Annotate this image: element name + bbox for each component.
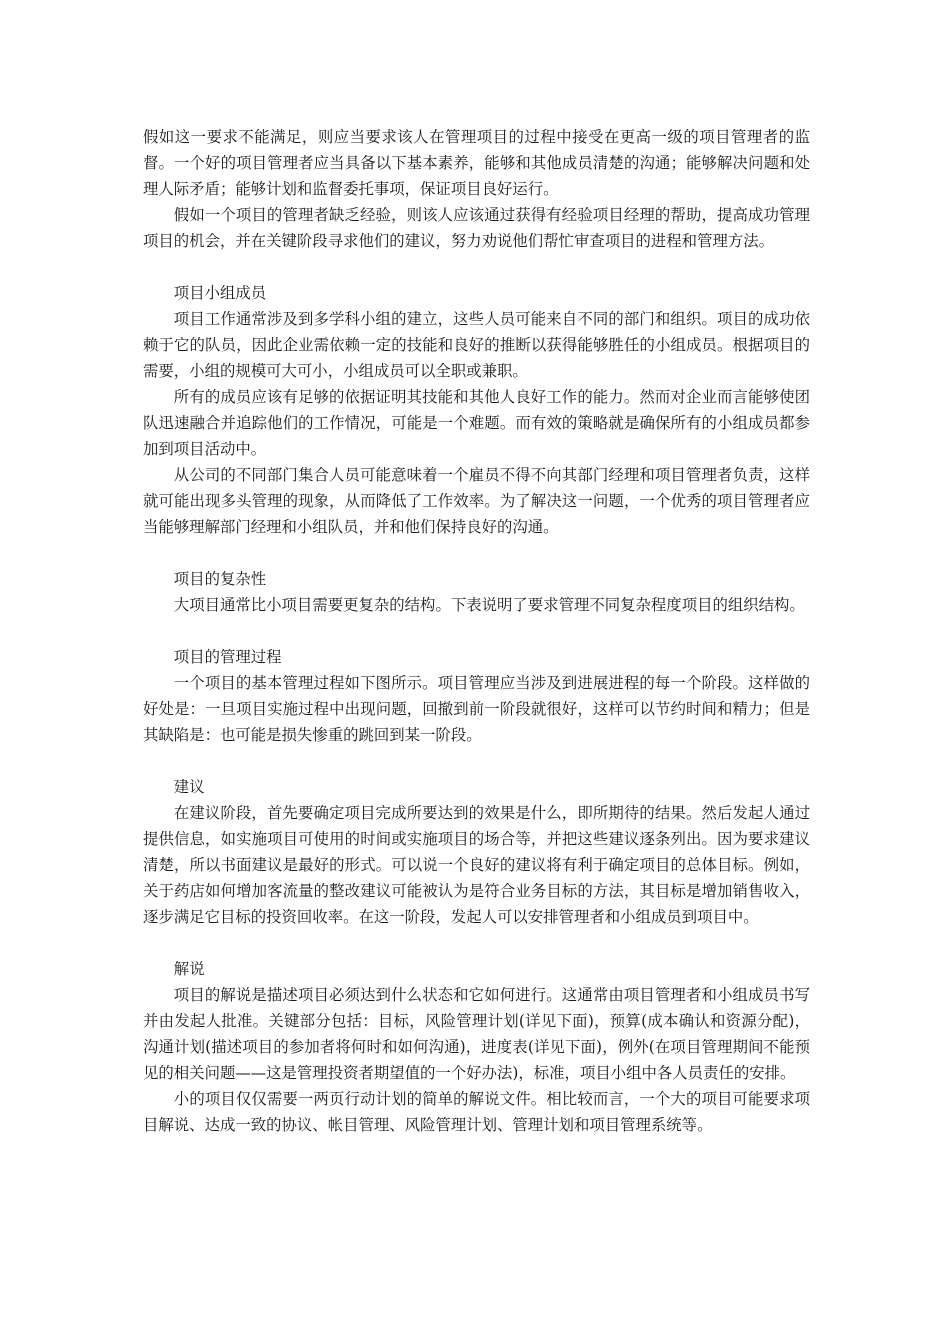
paragraph-complexity: 大项目通常比小项目需要更复杂的结构。下表说明了要求管理不同复杂程度项目的组织结构。	[173, 596, 805, 614]
paragraph-supervision: 假如这一要求不能满足，则应当要求该人在管理项目的过程中接受在更高一级的项目管理者的监督。一个好的项目管理者应当具备以下基本素养，能够和其他成员清楚的沟通；能够解决问题和处理人际矛盾；能够计划和监督委托事项，保证项目良好运行。	[143, 128, 810, 198]
paragraph-inexperienced-manager: 假如一个项目的管理者缺乏经验，则该人应该通过获得有经验项目经理的帮助，提高成功管理项目的机会，并在关键阶段寻求他们的建议，努力劝说他们帮忙审查项目的进程和管理方法。	[143, 206, 810, 250]
paragraph-brief: 项目的解说是描述项目必须达到什么状态和它如何进行。这通常由项目管理者和小组成员书写并由发起人批准。关键部分包括：目标，风险管理计划(详见下面)，预算(成本确认和资源分配)，沟通计划(描述项目的参加者将何时和如何沟通)，进度表(详见下面)，例外(在项目管理期间不能预见的相关问题——这是管理投资者期望值的一个好办法)，标准，项目小组中各人员责任的安排。	[143, 986, 810, 1082]
paragraph-small-projects: 小的项目仅仅需要一两页行动计划的简单的解说文件。相比较而言，一个大的项目可能要求项目解说、达成一致的协议、帐目管理、风险管理计划、管理计划和项目管理系统等。	[143, 1090, 810, 1134]
heading-proposal: 建议	[173, 778, 205, 796]
heading-team-members: 项目小组成员	[173, 284, 267, 302]
paragraph-proposal: 在建议阶段，首先要确定项目完成所要达到的效果是什么，即所期待的结果。然后发起人通过提供信息，如实施项目可使用的时间或实施项目的场合等，并把这些建议逐条列出。因为要求建议清楚，所以书面建议是最好的形式。可以说一个良好的建议将有利于确定项目的总体目标。例如，关于药店如何增加客流量的整改建议可能被认为是符合业务目标的方法，其目标是增加销售收入，逐步满足它目标的投资回收率。在这一阶段，发起人可以安排管理者和小组成员到项目中。	[143, 804, 810, 926]
document-body	[143, 124, 810, 1138]
paragraph-team-formation: 项目工作通常涉及到多学科小组的建立，这些人员可能来自不同的部门和组织。项目的成功依赖于它的队员，因此企业需依赖一定的技能和良好的推断以获得能够胜任的小组成员。根据项目的需要，小组的规模可大可小，小组成员可以全职或兼职。	[143, 310, 810, 380]
heading-complexity: 项目的复杂性	[173, 570, 267, 588]
paragraph-team-capability: 所有的成员应该有足够的依据证明其技能和其他人良好工作的能力。然而对企业而言能够使团队迅速融合并追踪他们的工作情况，可能是一个难题。而有效的策略就是确保所有的小组成员都参加到项目活动中。	[143, 388, 810, 458]
paragraph-multi-department: 从公司的不同部门集合人员可能意味着一个雇员不得不向其部门经理和项目管理者负责，这样就可能出现多头管理的现象，从而降低了工作效率。为了解决这一问题，一个优秀的项目管理者应当能够理解部门经理和小组队员，并和他们保持良好的沟通。	[143, 466, 810, 536]
heading-management-process: 项目的管理过程	[173, 648, 282, 666]
paragraph-management-process: 一个项目的基本管理过程如下图所示。项目管理应当涉及到进展进程的每一个阶段。这样做的好处是：一旦项目实施过程中出现问题，回撤到前一阶段就很好，这样可以节约时间和精力；但是其缺陷是：也可能是损失惨重的跳回到某一阶段。	[143, 674, 810, 744]
heading-brief: 解说	[173, 960, 205, 978]
